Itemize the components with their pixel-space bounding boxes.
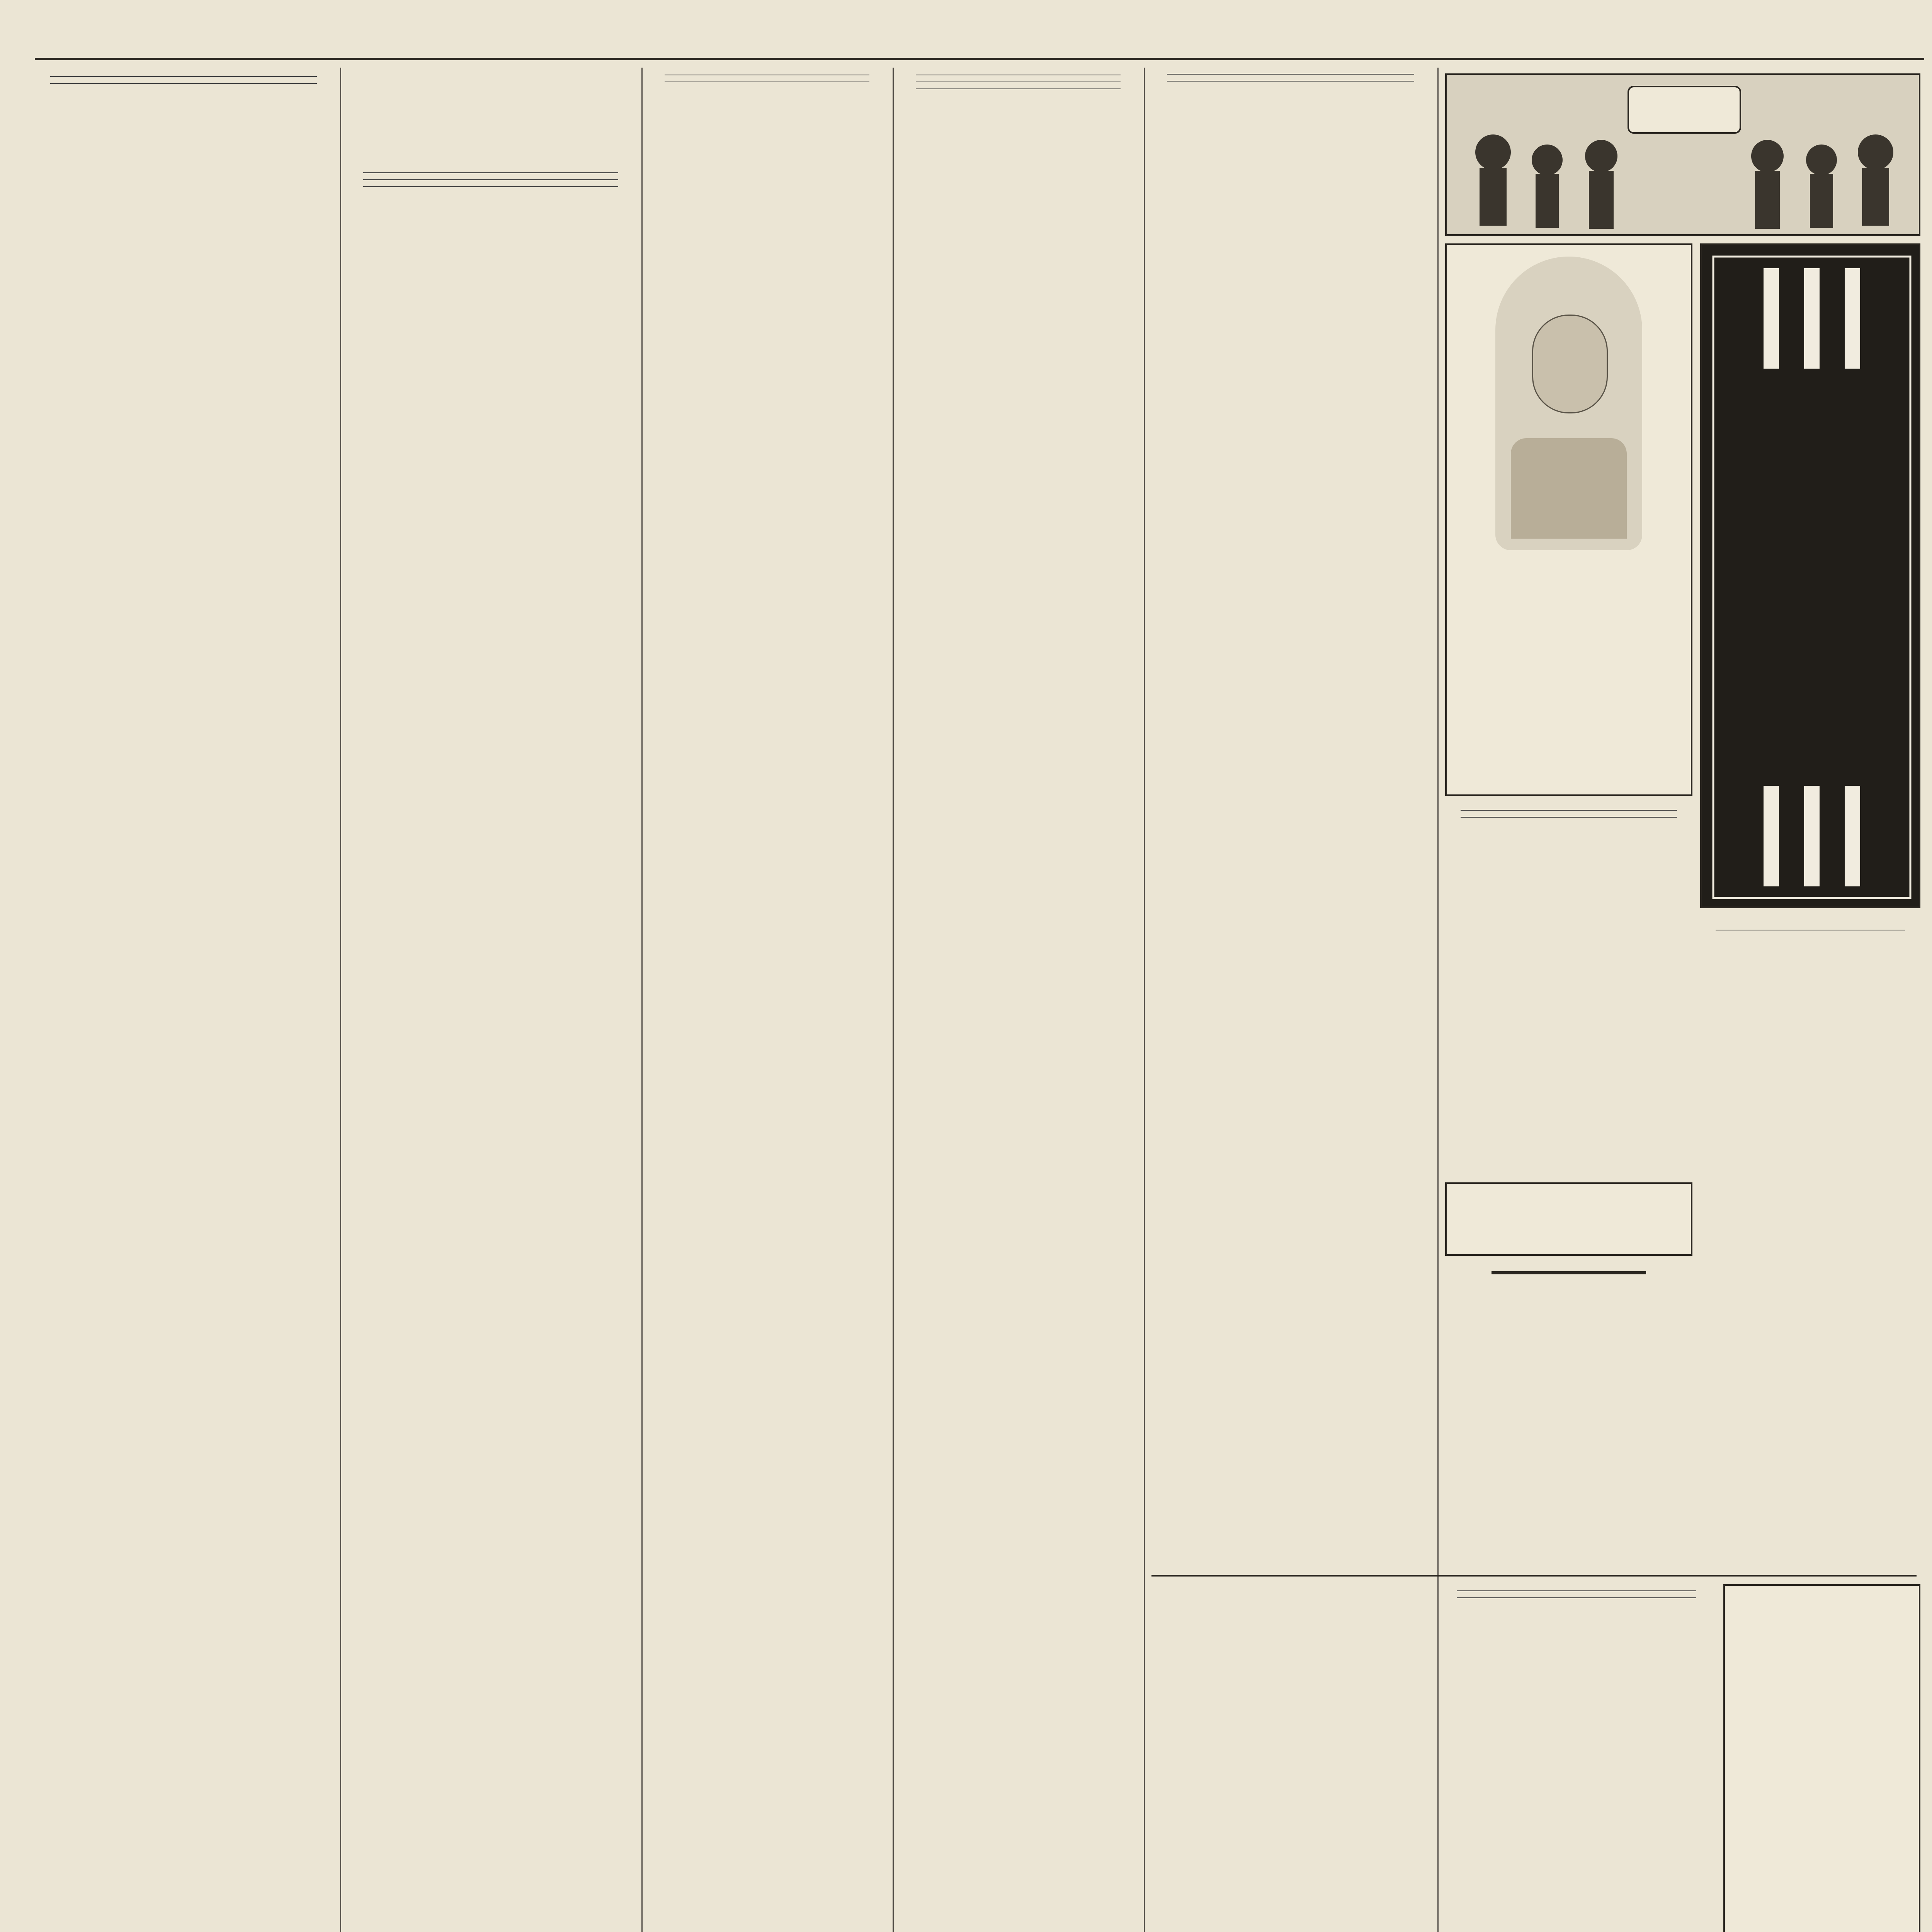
ad-body [1700,916,1920,923]
column-nz-trout [649,68,885,1932]
ad-body [1725,1596,1919,1600]
vitonet-ad [1723,1584,1920,1932]
ad-tagline [1447,563,1691,570]
column-continued [1151,68,1430,1528]
column-books-and-authors [35,68,332,1932]
divider [1461,817,1677,818]
divider [1457,1590,1696,1591]
cuticura-ad [1445,243,1692,796]
brand-badge [1492,1271,1646,1274]
column-rule [641,68,643,1932]
column-magistrate [900,68,1136,1932]
orchestra-illustration [1447,75,1920,236]
column-rule [1437,68,1439,1932]
divider [363,179,618,180]
fireclay-ad [1445,1264,1692,1445]
divider [1167,81,1414,82]
pillar-border [1702,245,1920,908]
ad-body [1725,1590,1919,1596]
divider [50,76,317,77]
aeolian-vocalion-ad [1700,916,1920,1542]
classified-banner [1151,1542,1917,1577]
chilblains-ad [1445,1182,1692,1256]
music-banner-ad [1445,73,1920,236]
money-to-lend-ad [1445,804,1692,1179]
ad-sample [1447,558,1691,563]
perfection-tone-ad [1700,243,1920,908]
divider [363,186,618,187]
whitcombe-books-ad [1151,1584,1430,1932]
column-libers-notebook [348,166,634,1932]
divider [1457,1597,1696,1598]
column-rule [340,68,341,1932]
mackay-books-ad [1441,1584,1712,1932]
divider [50,83,317,84]
divider [1461,810,1677,811]
divider [916,88,1121,89]
column-rule [893,68,894,1932]
spacer [1294,1584,1295,1932]
ad-body [1725,1600,1919,1605]
divider [363,172,618,173]
divider [1167,74,1414,75]
man-shaving-illustration [1495,257,1642,550]
column-rule [1144,68,1145,1932]
masthead [35,12,1924,60]
heenzo-ad [1445,1453,1692,1534]
